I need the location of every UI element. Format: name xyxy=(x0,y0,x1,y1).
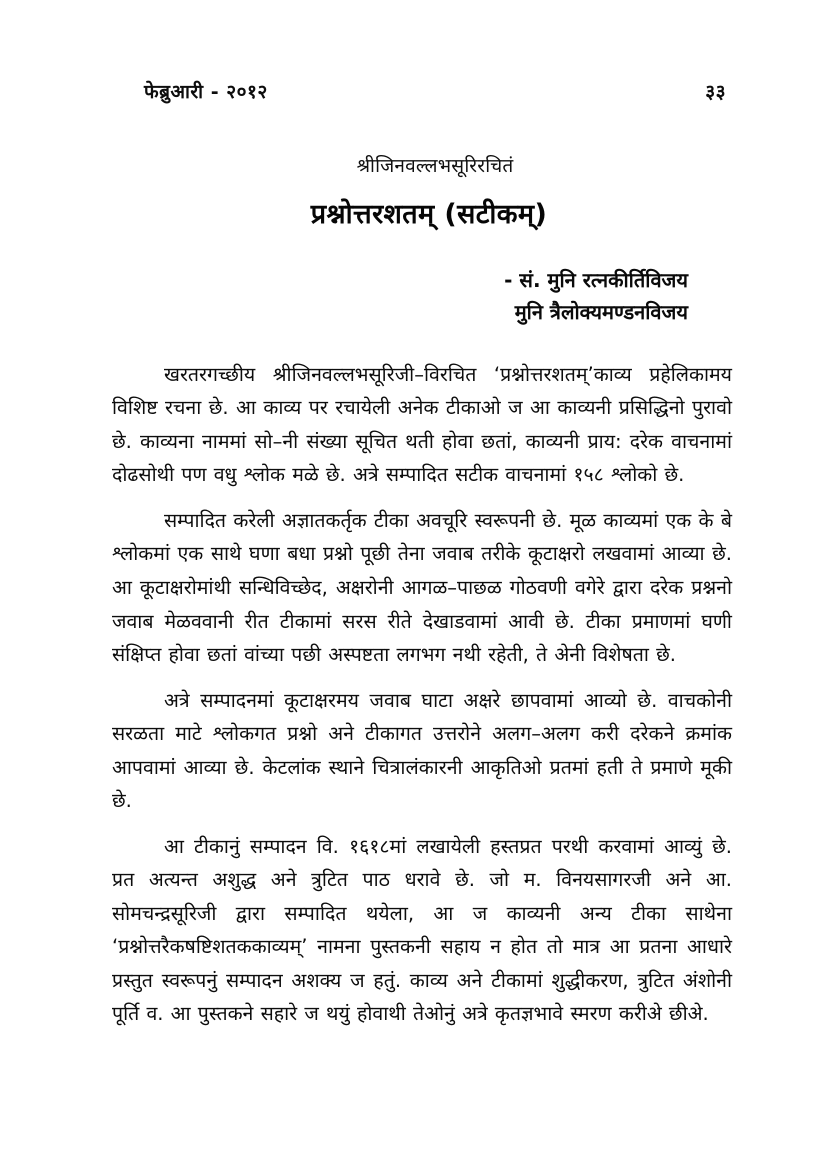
title-block xyxy=(112,152,732,231)
page-number: ३३ xyxy=(705,81,726,103)
running-header xyxy=(112,78,732,104)
body-paragraph: सम्पादित करेली अज्ञातकर्तृक टीका अवचूरि स्वरूपनी छे. मूळ काव्यमां एक के बे श्लोकमां एक साथे घणा बधा प्रश्नो पूछी तेना जवाब तरीके कूटाक्षरो लखवामां आव्या छे. आ कूटाक्षरोमांथी सन्धिविच्छेद, अक्षरोनी आगळ–पाछळ गोठवणी वगेरे द्वारा दरेक प्रश्ननो जवाब मेळववानी रीत टीकामां सरस रीते देखाडवामां आवी छे. टीका प्रमाणमां घणी संक्षिप्त होवा छतां वांच्या पछी अस्पष्टता लगभग नथी रहेती, ते अेनी विशेषता छे. xyxy=(112,508,732,667)
issue-date: फेब्रुआरी - २०१२ xyxy=(144,81,268,103)
editor-credits xyxy=(112,265,732,328)
body-text xyxy=(112,358,732,1031)
editor-name-primary: - सं. मुनि रत्नकीर्तिविजय xyxy=(504,268,688,292)
body-paragraph: खरतरगच्छीय श्रीजिनवल्लभसूरिजी–विरचित ‘प्रश्नोत्तरशतम्’काव्य प्रहेलिकामय विशिष्ट रचना छे. आ काव्य पर रचायेली अनेक टीकाओ ज आ काव्यनी प्रसिद्धिनो पुरावो छे. काव्यना नाममां सो–नी संख्या सूचित थती होवा छतां, काव्यनी प्राय: दरेक वाचनामां दोढसोथी पण वधु श्लोक मळे छे. अत्रे सम्पादित सटीक वाचनामां १५८ श्लोको छे. xyxy=(112,362,732,487)
work-attribution: श्रीजिनवल्लभसूरिरचितं xyxy=(356,155,514,177)
page-content xyxy=(112,0,732,1031)
editor-name-secondary: मुनि त्रैलोक्यमण्डनविजय xyxy=(514,300,688,325)
page-title: प्रश्नोत्तरशतम् (सटीकम्) xyxy=(310,199,548,230)
body-paragraph: अत्रे सम्पादनमां कूटाक्षरमय जवाब घाटा अक्षरे छापवामां आव्यो छे. वाचकोनी सरळता माटे श्लोकगत प्रश्नो अने टीकागत उत्तरोने अलग–अलग करी दरेकने क्रमांक आपवामां आव्या छे. केटलांक स्थाने चित्रालंकारनी आकृतिओ प्रतमां हती ते प्रमाणे मूकी छे. xyxy=(112,688,732,813)
body-paragraph: आ टीकानुं सम्पादन वि. १६१८मां लखायेली हस्तप्रत परथी करवामां आव्युं छे. प्रत अत्यन्त अशुद्ध अने त्रुटित पाठ धरावे छे. जो म. विनयसागरजी अने आ. सोमचन्द्रसूरिजी द्वारा सम्पादित थयेला, आ ज काव्यनी अन्य टीका साथेना ‘प्रश्नोत्तरैकषष्टिशतककाव्यम्’ नामना पुस्तकनी सहाय न होत तो मात्र आ प्रतना आधारे प्रस्तुत स्वरूपनुं सम्पादन अशक्य ज हतुं. काव्य अने टीकामां शुद्धीकरण, त्रुटित अंशोनी पूर्ति व. आ पुस्तकने सहारे ज थयुं होवाथी तेओनुं अत्रे कृतज्ञभावे स्मरण करीअे छीअे. xyxy=(112,834,732,1026)
